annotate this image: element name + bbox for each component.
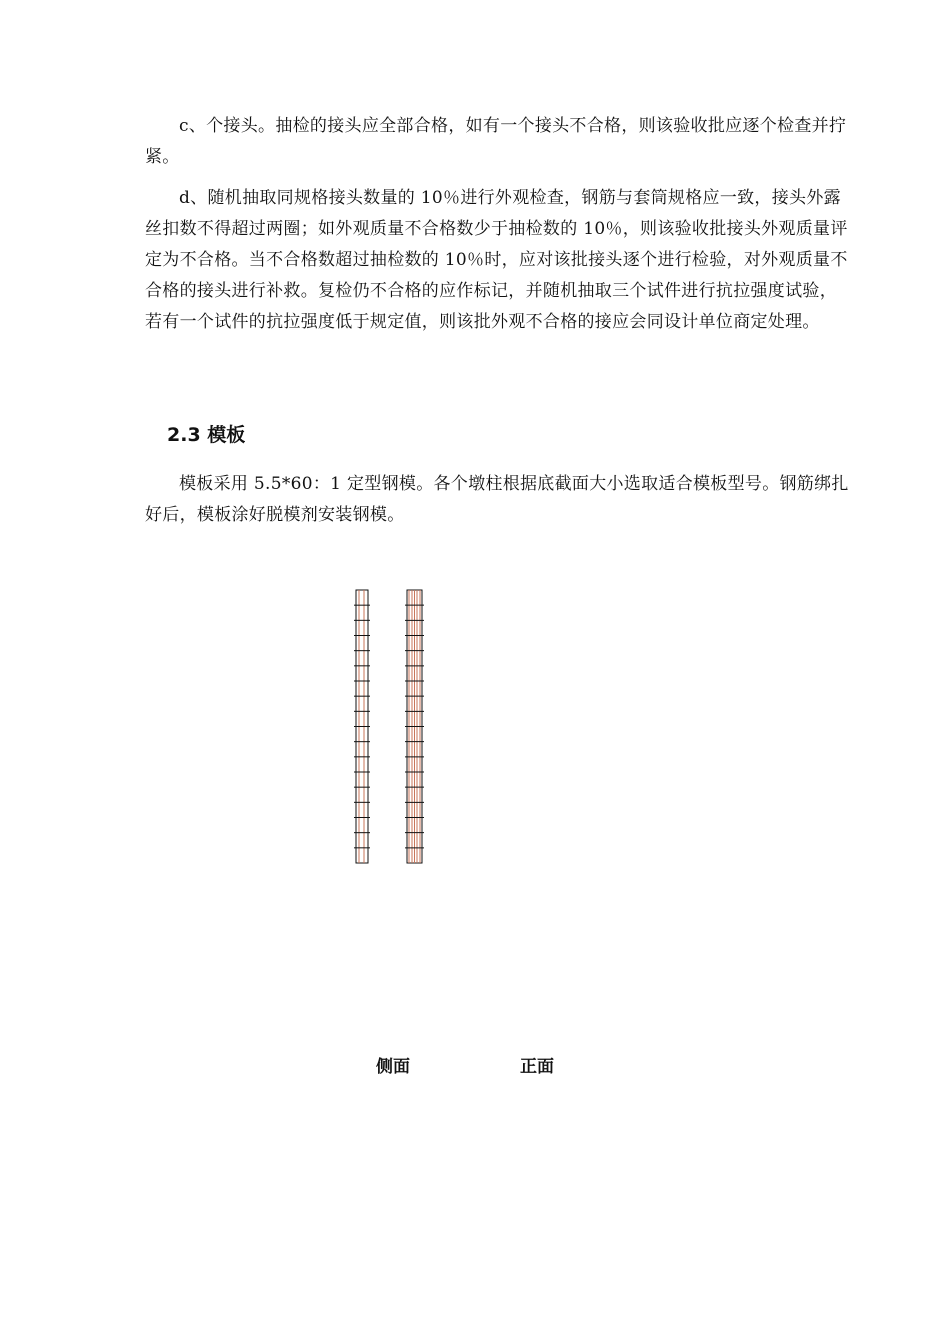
section-heading: 2.3 模板 — [167, 424, 246, 446]
paragraph-d: d、随机抽取同规格接头数量的 10％进行外观检查，钢筋与套筒规格应一致，接头外露丝扣数不得超过两圈；如外观质量不合格数少于抽检数的 10％，则该验收批接头外观质量评定为不合格。当不合格数超过抽检数的 10％时，应对该批接头逐个进行检验，对外观质量不合格的接头进行补救。复检仍不合格的应作标记，并随机抽取三个试件进行抗拉强度试验，若有一个试件的抗拉强度低于规定值，则该批外观不合格的接应会同设计单位商定处理。 — [145, 188, 848, 332]
section-body: 模板采用 5.5*60：1 定型钢模。各个墩柱根据底截面大小选取适合模板型号。钢筋绑扎好后，模板涂好脱模剂安装钢模。 — [145, 474, 849, 525]
side-view-drawing — [354, 590, 370, 863]
paragraph-c: c、个接头。抽检的接头应全部合格，如有一个接头不合格，则该验收批应逐个检查并拧紧。 — [145, 116, 847, 167]
front-view-drawing — [405, 590, 424, 863]
side-view-caption: 侧面 — [376, 1057, 410, 1077]
front-view-caption: 正面 — [520, 1057, 554, 1077]
